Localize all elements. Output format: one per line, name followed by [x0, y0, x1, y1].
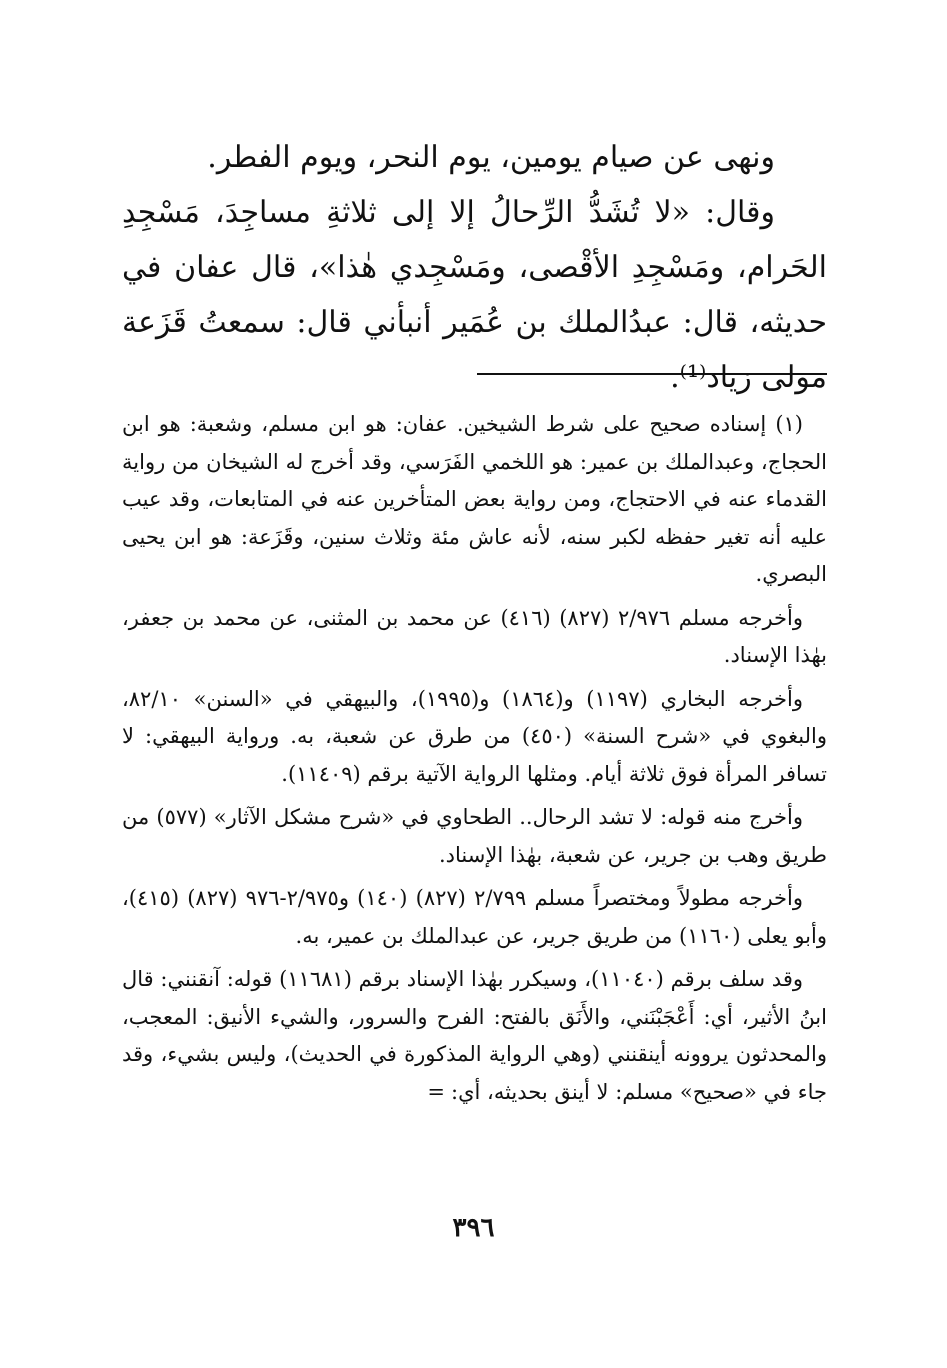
footnote-paragraph-6 [122, 961, 827, 1111]
footnote-separator [477, 373, 827, 375]
footnote-paragraph-1: (١) إسناده صحيح على شرط الشيخين. عفان: هو ابن مسلم، وشعبة: هو ابن الحجاج، وعبدالملك بن عمير: هو اللخمي الفَرَسي، وقد أخرج له الشيخان من رواية القدماء عنه في الاحتجاج، ومن رواية بعض المتأخرين عنه في المتابعات، وقد عيب عليه أنه تغير حفظه لكبر سنه، لأنه عاش مئة وثلاث سنين، وقَزَعة: هو ابن يحيى البصري. [122, 412, 827, 586]
page-number: ٣٩٦ [452, 1213, 495, 1243]
main-paragraph-2: وقال: «لا تُشَدُّ الرِّحالُ إلا إلى ثلاثةِ مساجِدَ، مَسْجِدِ الحَرام، ومَسْجِدِ الأقْصى، ومَسْجِدي هٰذا»، قال عفان في حديثه، قال: عبدُالملك بن عُمَير أنبأني قال: سمعتُ قَزَعة مولى زياد⁽¹⁾. [122, 195, 827, 395]
footnotes [122, 406, 827, 1117]
footnote-paragraph-4: وأخرج منه قوله: لا تشد الرحال.. الطحاوي في «شرح مشكل الآثار» (٥٧٧) من طريق وهب بن جرير، عن شعبة، بهٰذا الإسناد. [122, 805, 827, 867]
footnote-paragraph-5: وأخرجه مطولاً ومختصراً مسلم ٢/٧٩٩ (٨٢٧) (١٤٠) و٢/٩٧٥-٩٧٦ (٨٢٧) (٤١٥)، وأبو يعلى (١١٦٠) من طريق جرير، عن عبدالملك بن عمير، به. [122, 886, 827, 948]
main-text [122, 130, 827, 405]
footnote-paragraph-2: وأخرجه مسلم ٢/٩٧٦ (٨٢٧) (٤١٦) عن محمد بن المثنى، عن محمد بن جعفر، بهٰذا الإسناد. [122, 605, 827, 667]
main-paragraph-1: ونهى عن صيام يومين، يوم النحر، ويوم الفطر. [207, 140, 775, 175]
footnote-paragraph-6-text: وقد سلف برقم (١١٠٤٠)، وسيكرر بهٰذا الإسناد برقم (١١٦٨١) قوله: آنقنني: قال ابنُ الأثير، أي: أَعْجَبْنَني، والأَنَق بالفتح: الفرح والسرور، والشيء الأنيق: المعجب، والمحدثون يروونه أينقنني (وهي الرواية المذكورة في الحديث)، وليس بشيء، وقد جاء في «صحيح» مسلم: لا أينق بحديثه، أي: [122, 967, 827, 1104]
continuation-mark: = [427, 1079, 446, 1104]
footnote-paragraph-3: وأخرجه البخاري (١١٩٧) و(١٨٦٤) و(١٩٩٥)، والبيهقي في «السنن» ٨٢/١٠، والبغوي في «شرح السنة» (٤٥٠) من طرق عن شعبة، به. ورواية البيهقي: لا تسافر المرأة فوق ثلاثة أيام. ومثلها الرواية الآتية برقم (١١٤٠٩). [122, 686, 827, 786]
